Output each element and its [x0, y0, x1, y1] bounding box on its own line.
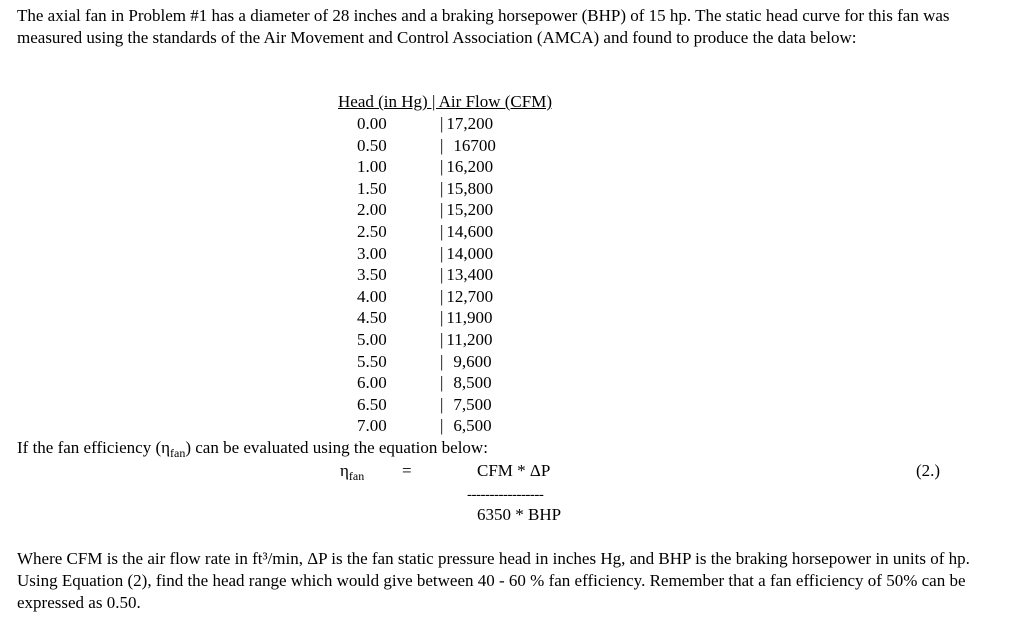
- column-separator: |: [440, 330, 444, 349]
- column-separator: |: [440, 416, 444, 436]
- head-value: 4.00: [357, 286, 387, 306]
- head-value: 7.00: [357, 416, 387, 436]
- airflow-cell: [440, 178, 493, 200]
- airflow-value: 9,600: [453, 351, 492, 371]
- head-value: 1.50: [357, 178, 387, 198]
- column-separator: |: [440, 135, 444, 155]
- head-value: 5.00: [357, 330, 387, 349]
- airflow-value: 17,200: [446, 114, 494, 133]
- airflow-value: 15,200: [446, 200, 494, 220]
- eta-subscript: fan: [170, 446, 186, 460]
- column-separator: |: [440, 308, 444, 328]
- airflow-value: 11,900: [446, 308, 493, 328]
- airflow-cell: [440, 286, 493, 308]
- equation-numerator: CFM * ΔP: [477, 461, 551, 480]
- efficiency-text-pre: If the fan efficiency (: [17, 438, 162, 457]
- airflow-cell: [440, 135, 496, 157]
- column-separator: |: [440, 200, 444, 220]
- head-value: 6.50: [357, 394, 387, 414]
- efficiency-text-post: ) can be evaluated using the equation below:: [185, 438, 488, 457]
- airflow-value: 15,800: [446, 178, 494, 198]
- head-value: 4.50: [357, 308, 387, 328]
- head-value: 3.50: [357, 265, 387, 285]
- equation-lhs: [340, 460, 364, 483]
- head-value: 1.00: [357, 157, 387, 177]
- airflow-cell: [440, 415, 492, 437]
- airflow-cell: [440, 351, 492, 373]
- head-value: 5.50: [357, 351, 387, 371]
- intro-paragraph: The axial fan in Problem #1 has a diameter of 28 inches and a braking horsepower (BHP) of 15 hp. The static head curve for this fan was measured using the standards of the Air Movement and Control Association (AMCA) and found to produce the data below:: [17, 6, 950, 47]
- airflow-cell: [440, 307, 493, 329]
- airflow-value: 8,500: [453, 373, 492, 393]
- efficiency-sentence: [17, 437, 488, 460]
- column-separator: |: [440, 373, 444, 393]
- airflow-cell: [440, 372, 492, 394]
- column-separator: |: [440, 351, 444, 371]
- equation-fraction-bar: -----------------: [467, 487, 544, 503]
- equation-equals: =: [402, 461, 412, 480]
- column-separator: |: [440, 157, 444, 177]
- airflow-value: 16700: [453, 135, 496, 155]
- head-value: 2.50: [357, 222, 387, 241]
- equation-eta-subscript: fan: [348, 469, 365, 483]
- airflow-value: 12,700: [446, 286, 494, 306]
- head-value: 0.00: [357, 114, 387, 133]
- airflow-value: 14,000: [446, 243, 494, 263]
- table-header: Head (in Hg) | Air Flow (CFM): [338, 92, 553, 111]
- airflow-cell: [440, 394, 492, 416]
- airflow-cell: [440, 156, 493, 178]
- column-separator: |: [440, 265, 444, 285]
- equation-denominator: 6350 * BHP: [477, 505, 562, 524]
- airflow-cell: [440, 243, 493, 265]
- eta-symbol: η: [161, 438, 170, 457]
- airflow-value: 14,600: [446, 222, 494, 241]
- column-separator: |: [440, 243, 444, 263]
- head-value: 6.00: [357, 373, 387, 393]
- airflow-cell: [440, 199, 493, 221]
- column-separator: |: [440, 286, 444, 306]
- airflow-value: 6,500: [453, 416, 492, 436]
- column-separator: |: [440, 178, 444, 198]
- column-separator: |: [440, 222, 444, 241]
- airflow-cell: [440, 113, 493, 135]
- column-separator: |: [440, 394, 444, 414]
- equation-number: (2.): [916, 461, 941, 480]
- head-value: 0.50: [357, 135, 387, 155]
- head-value: 3.00: [357, 243, 387, 263]
- airflow-cell: [440, 329, 493, 351]
- airflow-value: 11,200: [446, 330, 493, 349]
- equation-eta: η: [340, 461, 349, 480]
- closing-paragraph: Where CFM is the air flow rate in ft³/min, ΔP is the fan static pressure head in inches Hg, and BHP is the braking horsepower in units of hp. Using Equation (2), find the head range which would give between 40 - 60 % fan efficiency. Remember that a fan efficiency of 50% can be expressed as 0.50.: [17, 549, 970, 612]
- airflow-value: 7,500: [453, 394, 492, 414]
- airflow-cell: [440, 264, 493, 286]
- airflow-value: 13,400: [446, 265, 494, 285]
- airflow-value: 16,200: [446, 157, 494, 177]
- airflow-cell: [440, 221, 493, 243]
- head-value: 2.00: [357, 200, 387, 220]
- column-separator: |: [440, 114, 444, 133]
